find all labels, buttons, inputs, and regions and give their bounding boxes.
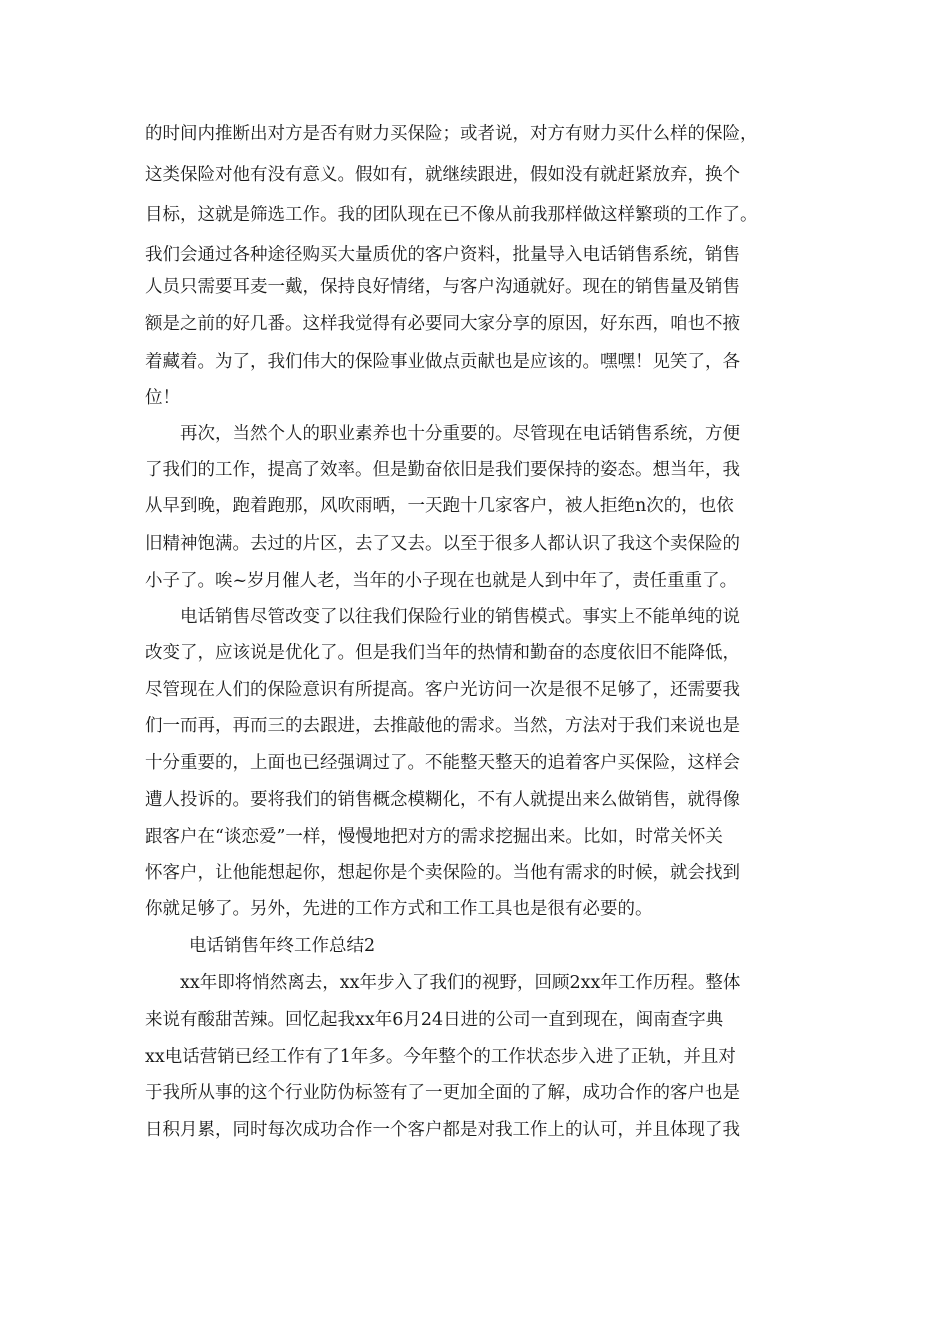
paragraph-4-line: 日积月累，同时每次成功合作一个客户都是对我工作上的认可，并且体现了我: [145, 1120, 740, 1140]
paragraph-1-line: 我们会通过各种途径购买大量质优的客户资料，批量导入电话销售系统，销售: [145, 245, 740, 265]
paragraph-2-line: 旧精神饱满。去过的片区，去了又去。以至于很多人都认识了我这个卖保险的: [145, 534, 740, 554]
paragraph-4-line: 来说有酸甜苦辣。回忆起我xx年6月24日进的公司一直到现在，闽南查字典: [145, 1010, 724, 1030]
paragraph-1-line: 这类保险对他有没有意义。假如有，就继续跟进，假如没有就赶紧放弃，换个: [145, 165, 740, 185]
paragraph-3-line: 你就足够了。另外，先进的工作方式和工作工具也是很有必要的。: [145, 899, 653, 919]
paragraph-1-line: 位！: [145, 388, 180, 408]
paragraph-2-line: 小子了。唉~岁月催人老，当年的小子现在也就是人到中年了，责任重重了。: [145, 571, 738, 591]
paragraph-1-line: 额是之前的好几番。这样我觉得有必要同大家分享的原因，好东西，咱也不掖: [145, 314, 740, 334]
paragraph-2-line: 再次，当然个人的职业素养也十分重要的。尽管现在电话销售系统，方便: [145, 424, 740, 444]
paragraph-1-line: 人员只需要耳麦一戴，保持良好情绪，与客户沟通就好。现在的销售量及销售: [145, 277, 740, 297]
paragraph-3-line: 改变了，应该说是优化了。但是我们当年的热情和勤奋的态度依旧不能降低，: [145, 643, 740, 663]
section-heading: 电话销售年终工作总结2: [189, 936, 376, 956]
paragraph-1-line: 的时间内推断出对方是否有财力买保险；或者说，对方有财力买什么样的保险，: [145, 124, 758, 144]
paragraph-2-line: 了我们的工作，提高了效率。但是勤奋依旧是我们要保持的姿态。想当年，我: [145, 460, 740, 480]
paragraph-3-line: 十分重要的，上面也已经强调过了。不能整天整天的追着客户买保险，这样会: [145, 753, 740, 773]
paragraph-1-line: 目标，这就是筛选工作。我的团队现在已不像从前我那样做这样繁琐的工作了。: [145, 205, 758, 225]
paragraph-3-line: 遭人投诉的。要将我们的销售概念模糊化，不有人就提出来么做销售，就得像: [145, 790, 740, 810]
paragraph-4-line: 于我所从事的这个行业防伪标签有了一更加全面的了解，成功合作的客户也是: [145, 1083, 740, 1103]
paragraph-3-line: 们一而再，再而三的去跟进，去推敲他的需求。当然，方法对于我们来说也是: [145, 716, 740, 736]
paragraph-3-line: 怀客户，让他能想起你，想起你是个卖保险的。当他有需求的时候，就会找到: [145, 863, 740, 883]
paragraph-2-line: 从早到晚，跑着跑那，风吹雨晒，一天跑十几家客户，被人拒绝n次的，也依: [145, 496, 734, 516]
paragraph-4-line: xx年即将悄然离去，xx年步入了我们的视野，回顾2xx年工作历程。整体: [145, 973, 741, 993]
paragraph-3-line: 尽管现在人们的保险意识有所提高。客户光访问一次是很不足够了，还需要我: [145, 680, 740, 700]
paragraph-3-line: 电话销售尽管改变了以往我们保险行业的销售模式。事实上不能单纯的说: [145, 607, 740, 627]
paragraph-3-line: 跟客户在“谈恋爱”一样，慢慢地把对方的需求挖掘出来。比如，时常关怀关: [145, 827, 723, 847]
paragraph-4-line: xx电话营销已经工作有了1年多。今年整个的工作状态步入进了正轨，并且对: [145, 1047, 736, 1067]
paragraph-1-line: 着藏着。为了，我们伟大的保险事业做点贡献也是应该的。嘿嘿！见笑了，各: [145, 352, 740, 372]
